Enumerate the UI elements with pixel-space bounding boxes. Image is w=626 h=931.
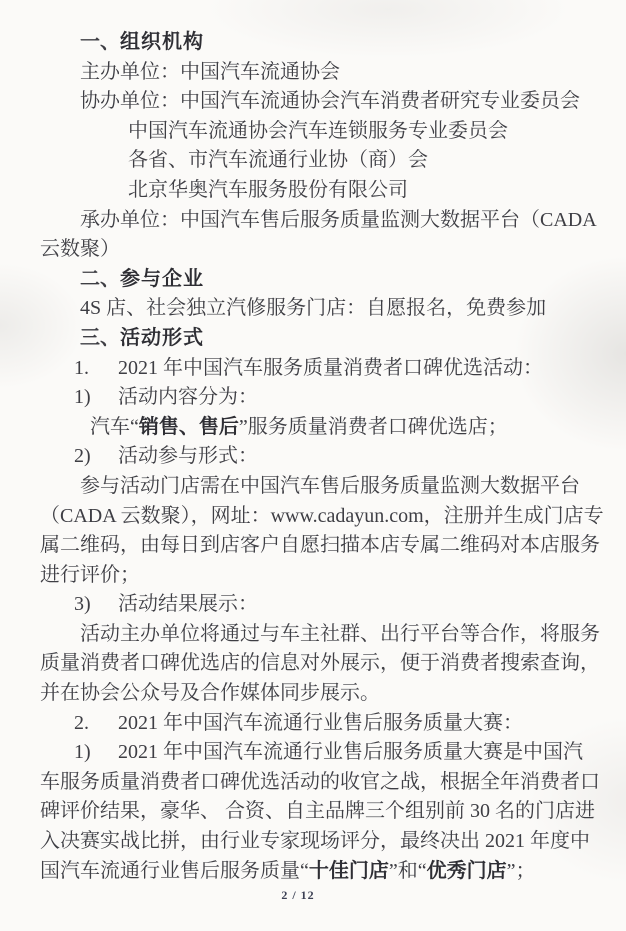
award-top10-bold: 十佳门店 xyxy=(308,859,389,882)
paragraph-line: 属二维码，由每日到店客户自愿扫描本店专属二维码对本店服务 xyxy=(40,534,600,557)
paragraph-line: 参与活动门店需在中国汽车售后服务质量监测大数据平台 xyxy=(80,474,580,497)
list-item-1-3-text: 活动结果展示： xyxy=(118,593,258,616)
section-2-heading xyxy=(80,265,596,295)
paragraph-line: 并在协会公众号及合作媒体同步展示。 xyxy=(40,682,380,705)
list-item-1-1-number: 1) xyxy=(74,386,91,409)
cohost-unit-line: 各省、市汽车流通行业协（商）会 xyxy=(128,149,428,172)
paragraph-line: 车服务质量消费者口碑优选活动的收官之战，根据全年消费者口 xyxy=(40,770,600,793)
paragraph-line: 活动主办单位将通过与车主社群、出行平台等合作，将服务 xyxy=(80,622,600,645)
list-item-1-3-number: 3) xyxy=(74,593,91,616)
paragraph-line: 进行评价； xyxy=(40,563,140,586)
section-1-heading xyxy=(80,28,596,58)
list-item-2-1-number: 1) xyxy=(74,741,91,764)
list-item-2-number: 2. xyxy=(74,711,89,734)
list-item-1-text: 2021 年中国汽车服务质量消费者口碑优选活动： xyxy=(118,356,543,379)
list-item-2-text: 2021 年中国汽车流通行业售后服务质量大赛： xyxy=(118,711,523,734)
award-mid: ”和“ xyxy=(388,859,427,882)
cohost-unit-line: 北京华奥汽车服务股份有限公司 xyxy=(128,178,408,201)
host-unit-line: 主办单位：中国汽车流通协会 xyxy=(80,60,340,83)
paragraph-line: 入决赛实战比拼，由行业专家现场评分，最终决出 2021 年度中 xyxy=(40,830,590,853)
participants-body-line: 4S 店、社会独立汽修服务门店：自愿报名，免费参加 xyxy=(80,297,547,320)
list-item-1-2-text: 活动参与形式： xyxy=(118,445,258,468)
paragraph-line: 质量消费者口碑优选店的信息对外展示，便于消费者搜索查询， xyxy=(40,652,600,675)
quote-bold-sales-aftersales: 销售、售后 xyxy=(138,415,239,438)
list-item-1-2-number: 2) xyxy=(74,445,91,468)
award-prefix: 国汽车流通行业售后服务质量“ xyxy=(40,859,309,882)
list-item-1-1 xyxy=(74,383,596,413)
paragraph-line: 碑评价结果，豪华、 合资、自主品牌三个组别前 30 名的门店进 xyxy=(40,800,595,823)
cohost-unit-line: 协办单位：中国汽车流通协会汽车消费者研究专业委员会 xyxy=(80,90,580,113)
list-item-1-2 xyxy=(74,442,596,472)
list-item-1-1-text: 活动内容分为： xyxy=(118,386,258,409)
list-item-1 xyxy=(74,354,596,384)
quoted-store-type-line xyxy=(90,413,596,443)
section-3-title: 活动形式 xyxy=(120,326,204,349)
award-names-line xyxy=(40,857,596,887)
quote-suffix: ”服务质量消费者口碑优选店； xyxy=(238,415,508,438)
organizer-unit-line: 承办单位：中国汽车售后服务质量监测大数据平台（CADA xyxy=(80,208,597,231)
quote-prefix: 汽车“ xyxy=(90,415,139,438)
section-1-title: 组织机构 xyxy=(120,31,204,53)
section-3-number: 三、 xyxy=(80,326,120,349)
award-excellent-bold: 优秀门店 xyxy=(426,859,507,882)
list-item-1-3 xyxy=(74,590,596,620)
award-suffix: ”； xyxy=(506,859,536,882)
document-body xyxy=(40,28,604,886)
list-item-2 xyxy=(74,709,596,739)
section-1-number: 一、 xyxy=(80,31,120,53)
section-2-number: 二、 xyxy=(80,267,120,290)
list-item-1-number: 1. xyxy=(74,356,89,379)
paragraph-line: （CADA 云数聚），网址：www.cadayun.com，注册并生成门店专 xyxy=(40,504,604,527)
section-2-title: 参与企业 xyxy=(120,267,204,290)
list-item-2-1 xyxy=(74,738,596,768)
organizer-unit-line: 云数聚） xyxy=(40,238,120,261)
section-3-heading xyxy=(80,324,596,354)
page-number: 2 / 12 xyxy=(281,888,315,902)
list-item-2-1-text: 2021 年中国汽车流通行业售后服务质量大赛是中国汽 xyxy=(118,741,583,764)
cohost-unit-line: 中国汽车流通协会汽车连锁服务专业委员会 xyxy=(128,119,508,142)
